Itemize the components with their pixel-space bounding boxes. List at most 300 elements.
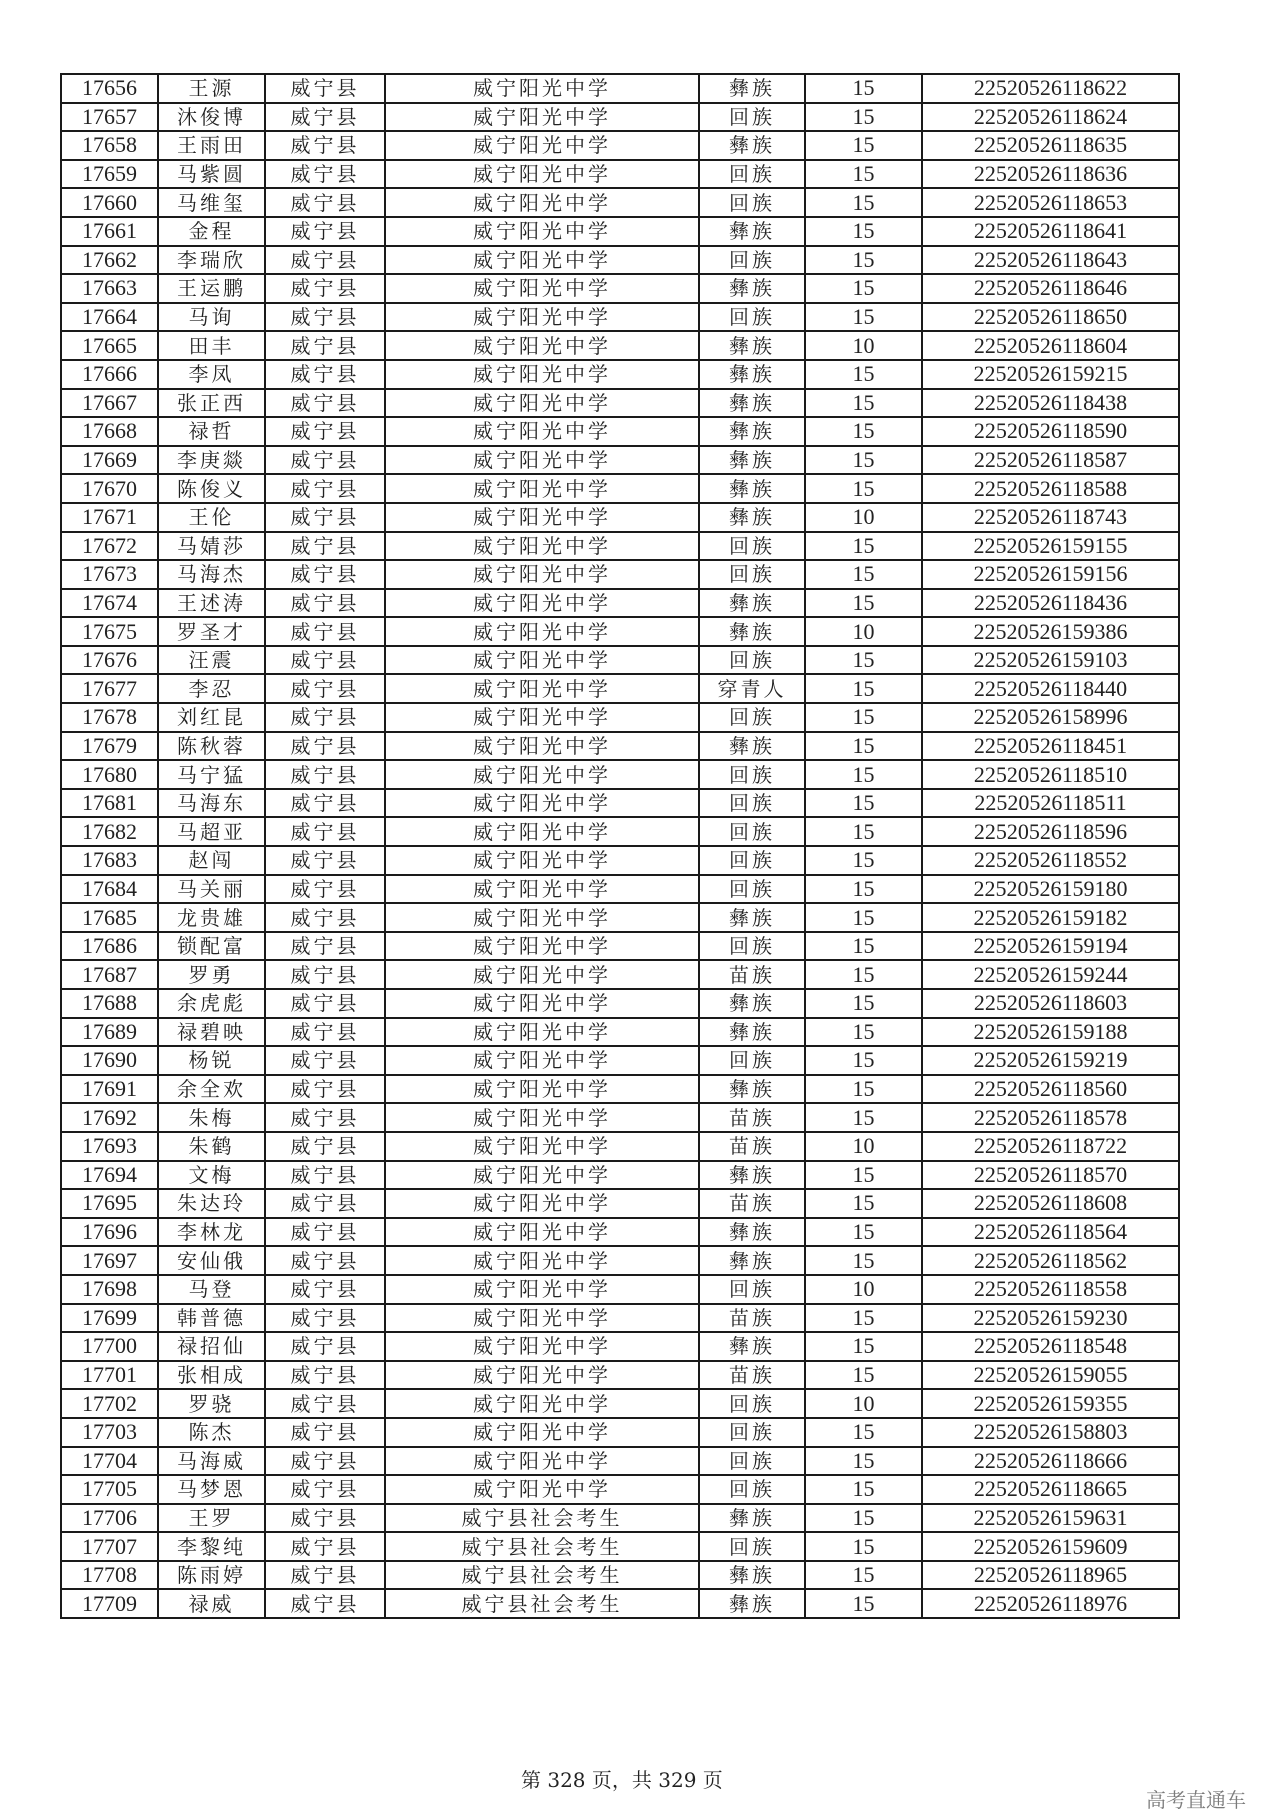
cell-student-name: 朱达玲: [158, 1189, 265, 1218]
cell-student-name: 王雨田: [158, 131, 265, 160]
cell-ethnicity: 回族: [699, 1389, 805, 1418]
cell-county: 威宁县: [265, 589, 385, 618]
table-row: [61, 932, 1179, 961]
cell-school: 威宁阳光中学: [385, 960, 699, 989]
cell-student-name: 赵闯: [158, 846, 265, 875]
cell-bonus-points: 15: [805, 1075, 922, 1104]
cell-school: 威宁阳光中学: [385, 103, 699, 132]
cell-bonus-points: 15: [805, 217, 922, 246]
cell-bonus-points: 15: [805, 674, 922, 703]
cell-county: 威宁县: [265, 1075, 385, 1104]
cell-school: 威宁阳光中学: [385, 1103, 699, 1132]
table-row: [61, 217, 1179, 246]
cell-student-name: 陈杰: [158, 1418, 265, 1447]
cell-county: 威宁县: [265, 875, 385, 904]
cell-serial-number: 17686: [61, 932, 158, 961]
cell-county: 威宁县: [265, 560, 385, 589]
cell-exam-id: 22520526118643: [922, 246, 1179, 275]
cell-student-name: 王罗: [158, 1504, 265, 1533]
cell-bonus-points: 15: [805, 732, 922, 761]
cell-ethnicity: 回族: [699, 1046, 805, 1075]
cell-bonus-points: 15: [805, 989, 922, 1018]
cell-county: 威宁县: [265, 903, 385, 932]
cell-serial-number: 17703: [61, 1418, 158, 1447]
cell-student-name: 余虎彪: [158, 989, 265, 1018]
cell-student-name: 杨锐: [158, 1046, 265, 1075]
cell-exam-id: 22520526118653: [922, 188, 1179, 217]
table-row: [61, 389, 1179, 418]
cell-ethnicity: 彝族: [699, 1561, 805, 1590]
table-row: [61, 1218, 1179, 1247]
cell-student-name: 马询: [158, 303, 265, 332]
cell-exam-id: 22520526159180: [922, 875, 1179, 904]
cell-exam-id: 22520526159609: [922, 1532, 1179, 1561]
table-row: [61, 1161, 1179, 1190]
cell-exam-id: 22520526159631: [922, 1504, 1179, 1533]
cell-serial-number: 17681: [61, 789, 158, 818]
table-row: [61, 1189, 1179, 1218]
watermark-text: 高考直通车: [1146, 1788, 1246, 1812]
cell-student-name: 李瑞欣: [158, 246, 265, 275]
cell-ethnicity: 彝族: [699, 1075, 805, 1104]
cell-school: 威宁阳光中学: [385, 1275, 699, 1304]
cell-county: 威宁县: [265, 103, 385, 132]
cell-ethnicity: 苗族: [699, 1361, 805, 1390]
cell-school: 威宁阳光中学: [385, 217, 699, 246]
cell-exam-id: 22520526159219: [922, 1046, 1179, 1075]
cell-serial-number: 17657: [61, 103, 158, 132]
cell-exam-id: 22520526118596: [922, 817, 1179, 846]
cell-bonus-points: 10: [805, 503, 922, 532]
cell-bonus-points: 15: [805, 474, 922, 503]
cell-school: 威宁阳光中学: [385, 446, 699, 475]
table-row: [61, 532, 1179, 561]
cell-student-name: 禄威: [158, 1589, 265, 1618]
cell-school: 威宁阳光中学: [385, 989, 699, 1018]
cell-exam-id: 22520526118570: [922, 1161, 1179, 1190]
cell-county: 威宁县: [265, 846, 385, 875]
cell-ethnicity: 彝族: [699, 1332, 805, 1361]
cell-student-name: 禄哲: [158, 417, 265, 446]
cell-exam-id: 22520526118587: [922, 446, 1179, 475]
cell-bonus-points: 15: [805, 1189, 922, 1218]
table-row: [61, 1589, 1179, 1618]
cell-ethnicity: 回族: [699, 303, 805, 332]
cell-bonus-points: 15: [805, 960, 922, 989]
cell-school: 威宁阳光中学: [385, 646, 699, 675]
cell-serial-number: 17700: [61, 1332, 158, 1361]
cell-school: 威宁阳光中学: [385, 1361, 699, 1390]
table-row: [61, 1018, 1179, 1047]
cell-serial-number: 17683: [61, 846, 158, 875]
cell-exam-id: 22520526158996: [922, 703, 1179, 732]
cell-serial-number: 17684: [61, 875, 158, 904]
cell-school: 威宁阳光中学: [385, 1132, 699, 1161]
cell-serial-number: 17696: [61, 1218, 158, 1247]
cell-bonus-points: 15: [805, 560, 922, 589]
cell-bonus-points: 10: [805, 1389, 922, 1418]
cell-bonus-points: 10: [805, 617, 922, 646]
cell-school: 威宁阳光中学: [385, 1189, 699, 1218]
cell-exam-id: 22520526118451: [922, 732, 1179, 761]
table-row: [61, 1046, 1179, 1075]
cell-exam-id: 22520526118558: [922, 1275, 1179, 1304]
cell-bonus-points: 10: [805, 1132, 922, 1161]
cell-serial-number: 17687: [61, 960, 158, 989]
cell-ethnicity: 彝族: [699, 74, 805, 103]
cell-exam-id: 22520526118646: [922, 274, 1179, 303]
cell-serial-number: 17677: [61, 674, 158, 703]
cell-exam-id: 22520526159188: [922, 1018, 1179, 1047]
cell-exam-id: 22520526118622: [922, 74, 1179, 103]
cell-school: 威宁阳光中学: [385, 1475, 699, 1504]
cell-student-name: 禄招仙: [158, 1332, 265, 1361]
cell-ethnicity: 回族: [699, 1275, 805, 1304]
cell-ethnicity: 穿青人: [699, 674, 805, 703]
cell-bonus-points: 15: [805, 703, 922, 732]
cell-county: 威宁县: [265, 646, 385, 675]
cell-exam-id: 22520526118440: [922, 674, 1179, 703]
cell-ethnicity: 回族: [699, 646, 805, 675]
cell-county: 威宁县: [265, 703, 385, 732]
table-row: [61, 1475, 1179, 1504]
cell-bonus-points: 15: [805, 160, 922, 189]
table-row: [61, 817, 1179, 846]
table-row: [61, 160, 1179, 189]
cell-serial-number: 17661: [61, 217, 158, 246]
cell-student-name: 马宁猛: [158, 760, 265, 789]
cell-ethnicity: 苗族: [699, 960, 805, 989]
cell-serial-number: 17682: [61, 817, 158, 846]
cell-ethnicity: 彝族: [699, 389, 805, 418]
cell-county: 威宁县: [265, 74, 385, 103]
cell-ethnicity: 苗族: [699, 1103, 805, 1132]
cell-school: 威宁阳光中学: [385, 1018, 699, 1047]
cell-student-name: 李林龙: [158, 1218, 265, 1247]
cell-bonus-points: 15: [805, 360, 922, 389]
cell-student-name: 张正西: [158, 389, 265, 418]
cell-county: 威宁县: [265, 303, 385, 332]
cell-student-name: 马超亚: [158, 817, 265, 846]
cell-student-name: 禄碧映: [158, 1018, 265, 1047]
cell-serial-number: 17705: [61, 1475, 158, 1504]
cell-ethnicity: 彝族: [699, 131, 805, 160]
table-row: [61, 760, 1179, 789]
table-row: [61, 703, 1179, 732]
cell-county: 威宁县: [265, 617, 385, 646]
cell-bonus-points: 15: [805, 789, 922, 818]
table-row: [61, 1504, 1179, 1533]
cell-serial-number: 17685: [61, 903, 158, 932]
cell-exam-id: 22520526118608: [922, 1189, 1179, 1218]
cell-student-name: 王述涛: [158, 589, 265, 618]
table-row: [61, 417, 1179, 446]
cell-student-name: 李凤: [158, 360, 265, 389]
table-row: [61, 875, 1179, 904]
cell-exam-id: 22520526118965: [922, 1561, 1179, 1590]
cell-serial-number: 17680: [61, 760, 158, 789]
cell-serial-number: 17702: [61, 1389, 158, 1418]
cell-ethnicity: 彝族: [699, 331, 805, 360]
table-row: [61, 960, 1179, 989]
cell-student-name: 锁配富: [158, 932, 265, 961]
table-row: [61, 74, 1179, 103]
cell-serial-number: 17668: [61, 417, 158, 446]
cell-ethnicity: 回族: [699, 703, 805, 732]
cell-county: 威宁县: [265, 1275, 385, 1304]
cell-ethnicity: 彝族: [699, 1589, 805, 1618]
cell-county: 威宁县: [265, 1447, 385, 1476]
cell-exam-id: 22520526118588: [922, 474, 1179, 503]
cell-student-name: 陈雨婷: [158, 1561, 265, 1590]
cell-serial-number: 17691: [61, 1075, 158, 1104]
cell-school: 威宁阳光中学: [385, 817, 699, 846]
cell-exam-id: 22520526118636: [922, 160, 1179, 189]
cell-school: 威宁阳光中学: [385, 732, 699, 761]
cell-ethnicity: 回族: [699, 789, 805, 818]
cell-exam-id: 22520526159055: [922, 1361, 1179, 1390]
table-row: [61, 1275, 1179, 1304]
table-row: [61, 1447, 1179, 1476]
table-row: [61, 560, 1179, 589]
table-row: [61, 1361, 1179, 1390]
cell-ethnicity: 彝族: [699, 1161, 805, 1190]
cell-ethnicity: 回族: [699, 1475, 805, 1504]
cell-ethnicity: 彝族: [699, 732, 805, 761]
cell-county: 威宁县: [265, 1475, 385, 1504]
cell-serial-number: 17663: [61, 274, 158, 303]
cell-student-name: 马登: [158, 1275, 265, 1304]
table-row: [61, 646, 1179, 675]
cell-bonus-points: 10: [805, 1275, 922, 1304]
cell-county: 威宁县: [265, 274, 385, 303]
cell-exam-id: 22520526118604: [922, 331, 1179, 360]
cell-exam-id: 22520526118562: [922, 1246, 1179, 1275]
cell-serial-number: 17694: [61, 1161, 158, 1190]
cell-county: 威宁县: [265, 732, 385, 761]
cell-bonus-points: 15: [805, 760, 922, 789]
table-row: [61, 989, 1179, 1018]
cell-county: 威宁县: [265, 1046, 385, 1075]
cell-school: 威宁阳光中学: [385, 131, 699, 160]
cell-school: 威宁阳光中学: [385, 589, 699, 618]
cell-exam-id: 22520526118560: [922, 1075, 1179, 1104]
cell-serial-number: 17698: [61, 1275, 158, 1304]
cell-school: 威宁阳光中学: [385, 560, 699, 589]
cell-student-name: 李忍: [158, 674, 265, 703]
cell-school: 威宁阳光中学: [385, 789, 699, 818]
cell-school: 威宁阳光中学: [385, 760, 699, 789]
cell-bonus-points: 15: [805, 846, 922, 875]
cell-student-name: 马梦恩: [158, 1475, 265, 1504]
cell-school: 威宁阳光中学: [385, 1161, 699, 1190]
page-number-footer: 第 328 页，共 329 页: [521, 1768, 723, 1792]
cell-county: 威宁县: [265, 1389, 385, 1418]
cell-school: 威宁县社会考生: [385, 1589, 699, 1618]
table-row: [61, 1561, 1179, 1590]
cell-school: 威宁阳光中学: [385, 617, 699, 646]
cell-exam-id: 22520526118641: [922, 217, 1179, 246]
cell-ethnicity: 彝族: [699, 274, 805, 303]
cell-county: 威宁县: [265, 1532, 385, 1561]
table-row: [61, 846, 1179, 875]
cell-school: 威宁阳光中学: [385, 932, 699, 961]
cell-bonus-points: 15: [805, 188, 922, 217]
cell-exam-id: 22520526118552: [922, 846, 1179, 875]
cell-serial-number: 17692: [61, 1103, 158, 1132]
cell-school: 威宁阳光中学: [385, 503, 699, 532]
table-row: [61, 789, 1179, 818]
cell-serial-number: 17709: [61, 1589, 158, 1618]
cell-student-name: 金程: [158, 217, 265, 246]
cell-ethnicity: 彝族: [699, 474, 805, 503]
cell-school: 威宁阳光中学: [385, 246, 699, 275]
cell-county: 威宁县: [265, 417, 385, 446]
cell-county: 威宁县: [265, 817, 385, 846]
cell-bonus-points: 15: [805, 103, 922, 132]
cell-exam-id: 22520526159156: [922, 560, 1179, 589]
cell-student-name: 马维玺: [158, 188, 265, 217]
cell-school: 威宁阳光中学: [385, 1246, 699, 1275]
cell-school: 威宁阳光中学: [385, 1304, 699, 1333]
cell-student-name: 田丰: [158, 331, 265, 360]
cell-school: 威宁阳光中学: [385, 274, 699, 303]
cell-county: 威宁县: [265, 932, 385, 961]
cell-bonus-points: 15: [805, 389, 922, 418]
cell-serial-number: 17673: [61, 560, 158, 589]
cell-student-name: 马海杰: [158, 560, 265, 589]
cell-ethnicity: 彝族: [699, 360, 805, 389]
cell-serial-number: 17697: [61, 1246, 158, 1275]
roster-body: [61, 74, 1179, 1618]
cell-county: 威宁县: [265, 1103, 385, 1132]
cell-serial-number: 17656: [61, 74, 158, 103]
cell-school: 威宁县社会考生: [385, 1532, 699, 1561]
table-row: [61, 303, 1179, 332]
cell-county: 威宁县: [265, 1332, 385, 1361]
cell-serial-number: 17678: [61, 703, 158, 732]
cell-county: 威宁县: [265, 360, 385, 389]
cell-student-name: 罗圣才: [158, 617, 265, 646]
cell-ethnicity: 彝族: [699, 503, 805, 532]
cell-serial-number: 17689: [61, 1018, 158, 1047]
table-row: [61, 1532, 1179, 1561]
cell-serial-number: 17660: [61, 188, 158, 217]
cell-student-name: 马海东: [158, 789, 265, 818]
cell-ethnicity: 彝族: [699, 417, 805, 446]
cell-serial-number: 17662: [61, 246, 158, 275]
cell-county: 威宁县: [265, 1504, 385, 1533]
cell-county: 威宁县: [265, 1189, 385, 1218]
cell-school: 威宁阳光中学: [385, 331, 699, 360]
cell-school: 威宁阳光中学: [385, 1218, 699, 1247]
cell-bonus-points: 15: [805, 932, 922, 961]
table-row: [61, 474, 1179, 503]
cell-serial-number: 17695: [61, 1189, 158, 1218]
cell-county: 威宁县: [265, 1418, 385, 1447]
cell-school: 威宁阳光中学: [385, 74, 699, 103]
cell-bonus-points: 15: [805, 1018, 922, 1047]
cell-ethnicity: 回族: [699, 760, 805, 789]
cell-school: 威宁阳光中学: [385, 188, 699, 217]
cell-student-name: 朱鹤: [158, 1132, 265, 1161]
table-row: [61, 903, 1179, 932]
roster-table: [60, 73, 1180, 1619]
cell-bonus-points: 15: [805, 1418, 922, 1447]
cell-county: 威宁县: [265, 1304, 385, 1333]
cell-bonus-points: 15: [805, 1361, 922, 1390]
cell-exam-id: 22520526159103: [922, 646, 1179, 675]
cell-school: 威宁阳光中学: [385, 1075, 699, 1104]
cell-exam-id: 22520526118635: [922, 131, 1179, 160]
cell-serial-number: 17704: [61, 1447, 158, 1476]
cell-student-name: 龙贵雄: [158, 903, 265, 932]
cell-serial-number: 17665: [61, 331, 158, 360]
cell-county: 威宁县: [265, 331, 385, 360]
cell-school: 威宁县社会考生: [385, 1561, 699, 1590]
cell-student-name: 刘红昆: [158, 703, 265, 732]
cell-county: 威宁县: [265, 1218, 385, 1247]
cell-serial-number: 17658: [61, 131, 158, 160]
cell-county: 威宁县: [265, 1132, 385, 1161]
cell-ethnicity: 回族: [699, 1447, 805, 1476]
cell-school: 威宁阳光中学: [385, 160, 699, 189]
cell-bonus-points: 15: [805, 589, 922, 618]
cell-student-name: 王伦: [158, 503, 265, 532]
cell-school: 威宁阳光中学: [385, 1389, 699, 1418]
cell-bonus-points: 15: [805, 1332, 922, 1361]
cell-ethnicity: 回族: [699, 103, 805, 132]
cell-exam-id: 22520526158803: [922, 1418, 1179, 1447]
cell-ethnicity: 彝族: [699, 1218, 805, 1247]
cell-student-name: 陈俊义: [158, 474, 265, 503]
cell-ethnicity: 回族: [699, 817, 805, 846]
cell-bonus-points: 15: [805, 1218, 922, 1247]
cell-school: 威宁阳光中学: [385, 474, 699, 503]
cell-exam-id: 22520526118624: [922, 103, 1179, 132]
cell-ethnicity: 彝族: [699, 903, 805, 932]
cell-student-name: 罗勇: [158, 960, 265, 989]
cell-ethnicity: 彝族: [699, 1504, 805, 1533]
cell-bonus-points: 15: [805, 875, 922, 904]
cell-student-name: 张相成: [158, 1361, 265, 1390]
cell-school: 威宁阳光中学: [385, 532, 699, 561]
table-row: [61, 732, 1179, 761]
table-row: [61, 188, 1179, 217]
cell-ethnicity: 回族: [699, 188, 805, 217]
cell-exam-id: 22520526118665: [922, 1475, 1179, 1504]
table-row: [61, 1389, 1179, 1418]
cell-exam-id: 22520526118722: [922, 1132, 1179, 1161]
cell-serial-number: 17672: [61, 532, 158, 561]
cell-serial-number: 17688: [61, 989, 158, 1018]
cell-county: 威宁县: [265, 246, 385, 275]
cell-ethnicity: 彝族: [699, 617, 805, 646]
cell-school: 威宁阳光中学: [385, 303, 699, 332]
cell-serial-number: 17659: [61, 160, 158, 189]
cell-student-name: 朱梅: [158, 1103, 265, 1132]
cell-exam-id: 22520526118436: [922, 589, 1179, 618]
cell-serial-number: 17701: [61, 1361, 158, 1390]
cell-serial-number: 17670: [61, 474, 158, 503]
cell-serial-number: 17699: [61, 1304, 158, 1333]
cell-student-name: 马婧莎: [158, 532, 265, 561]
cell-exam-id: 22520526118548: [922, 1332, 1179, 1361]
cell-student-name: 罗骁: [158, 1389, 265, 1418]
cell-county: 威宁县: [265, 217, 385, 246]
cell-bonus-points: 15: [805, 1103, 922, 1132]
cell-ethnicity: 回族: [699, 846, 805, 875]
